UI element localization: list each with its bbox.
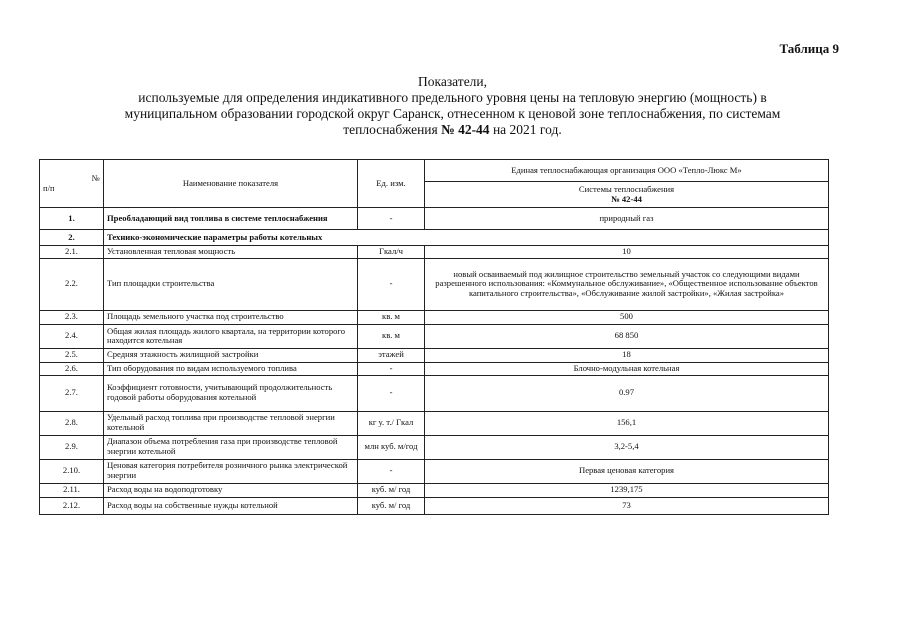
row-value: 1239,175 (425, 483, 829, 497)
row-unit: кв. м (358, 310, 425, 324)
row-unit: Гкал/ч (358, 246, 425, 259)
row-indicator-name: Расход воды на водоподготовку (104, 483, 358, 497)
row-indicator-name: Преобладающий вид топлива в системе теплоснабжения (104, 208, 358, 230)
table-row (40, 375, 829, 411)
row-indicator-name: Ценовая категория потребителя розничного рынка электрической энергии (104, 459, 358, 483)
row-indicator-name: Расход воды на собственные нужды котельной (104, 497, 358, 514)
row-indicator-name: Средняя этажность жилищной застройки (104, 348, 358, 362)
table-row (40, 348, 829, 362)
heading-line-1: Показатели, (417, 74, 488, 89)
row-unit: - (358, 375, 425, 411)
row-unit: млн куб. м/год (358, 435, 425, 459)
row-indicator-name: Диапазон объема потребления газа при производстве тепловой энергии котельной (104, 435, 358, 459)
row-value: природный газ (425, 208, 829, 230)
row-unit: этажей (358, 348, 425, 362)
row-unit: куб. м/ год (358, 483, 425, 497)
row-value: 10 (425, 246, 829, 259)
row-value: Блочно-модульная котельная (425, 362, 829, 375)
row-unit: - (358, 362, 425, 375)
table-row (40, 459, 829, 483)
row-number: 2. (40, 230, 104, 246)
header-num-symbol: № (91, 172, 100, 183)
heading-line-4 (60, 122, 845, 138)
table-row (40, 246, 829, 259)
row-number: 2.10. (40, 459, 104, 483)
table-row (40, 411, 829, 435)
row-value: 0.97 (425, 375, 829, 411)
row-number: 2.3. (40, 310, 104, 324)
table-row (40, 208, 829, 230)
table-row (40, 324, 829, 348)
document-heading (60, 74, 845, 138)
row-indicator-name: Установленная тепловая мощность (104, 246, 358, 259)
row-number: 2.5. (40, 348, 104, 362)
row-indicator-name: Площадь земельного участка под строительство (104, 310, 358, 324)
row-unit: кв. м (358, 324, 425, 348)
row-number: 2.6. (40, 362, 104, 375)
row-value: 500 (425, 310, 829, 324)
heading-line-4-suffix: на 2021 год. (492, 122, 562, 137)
row-number: 2.4. (40, 324, 104, 348)
table-row (40, 310, 829, 324)
row-unit: - (358, 208, 425, 230)
row-indicator-name: Тип оборудования по видам используемого топлива (104, 362, 358, 375)
row-number: 2.2. (40, 258, 104, 310)
row-unit: - (358, 459, 425, 483)
table-header-row-1 (40, 160, 829, 182)
row-unit: кг у. т./ Гкал (358, 411, 425, 435)
row-number: 2.1. (40, 246, 104, 259)
heading-line-4-prefix: теплоснабжения (343, 122, 438, 137)
row-value: 3,2-5,4 (425, 435, 829, 459)
row-number: 2.11. (40, 483, 104, 497)
header-unit: Ед. изм. (358, 160, 425, 208)
row-value: 156,1 (425, 411, 829, 435)
table-number: Таблица 9 (779, 41, 839, 56)
header-systems (425, 182, 829, 208)
row-indicator-name: Общая жилая площадь жилого квартала, на территории которого находится котельная (104, 324, 358, 348)
row-indicator-name: Коэффициент готовности, учитывающий продолжительность годовой работы оборудования котельной (104, 375, 358, 411)
indicators-table (39, 159, 829, 515)
row-number: 1. (40, 208, 104, 230)
header-name: Наименование показателя (104, 160, 358, 208)
heading-systems-number: № 42-44 (441, 122, 490, 137)
header-org: Единая теплоснабжающая организация ООО «Тепло-Люкс М» (425, 160, 829, 182)
row-indicator-name: Технико-экономические параметры работы котельных (104, 230, 829, 246)
table-row (40, 435, 829, 459)
row-value: новый осваиваемый под жилищное строительство земельный участок со следующими видами разрешенного использования: «Коммунальное обслуживание», «Общественное использование объектов капитального строительства», «Обслуживание жилой застройки», «Жилая застройка» (425, 258, 829, 310)
table-row (40, 497, 829, 514)
heading-line-2: используемые для определения индикативного предельного уровня цены на тепловую энергию (мощность) в (138, 90, 767, 105)
row-indicator-name: Тип площадки строительства (104, 258, 358, 310)
row-value: Первая ценовая категория (425, 459, 829, 483)
row-number: 2.8. (40, 411, 104, 435)
header-num-cell (40, 160, 104, 208)
row-value: 68 850 (425, 324, 829, 348)
row-unit: - (358, 258, 425, 310)
header-num-pp: п/п (43, 182, 55, 193)
row-number: 2.9. (40, 435, 104, 459)
row-number: 2.12. (40, 497, 104, 514)
table-row (40, 483, 829, 497)
header-systems-line-1: Системы теплоснабжения (578, 183, 675, 194)
row-number: 2.7. (40, 375, 104, 411)
row-value: 18 (425, 348, 829, 362)
table-row (40, 230, 829, 246)
table-row (40, 258, 829, 310)
heading-line-3: муниципальном образовании городской округ Саранск, отнесенном к ценовой зоне теплоснабжения, по системам (124, 106, 781, 121)
header-systems-line-2: № 42-44 (611, 193, 642, 204)
table-row (40, 362, 829, 375)
row-unit: куб. м/ год (358, 497, 425, 514)
row-value: 73 (425, 497, 829, 514)
row-indicator-name: Удельный расход топлива при производстве тепловой энергии котельной (104, 411, 358, 435)
